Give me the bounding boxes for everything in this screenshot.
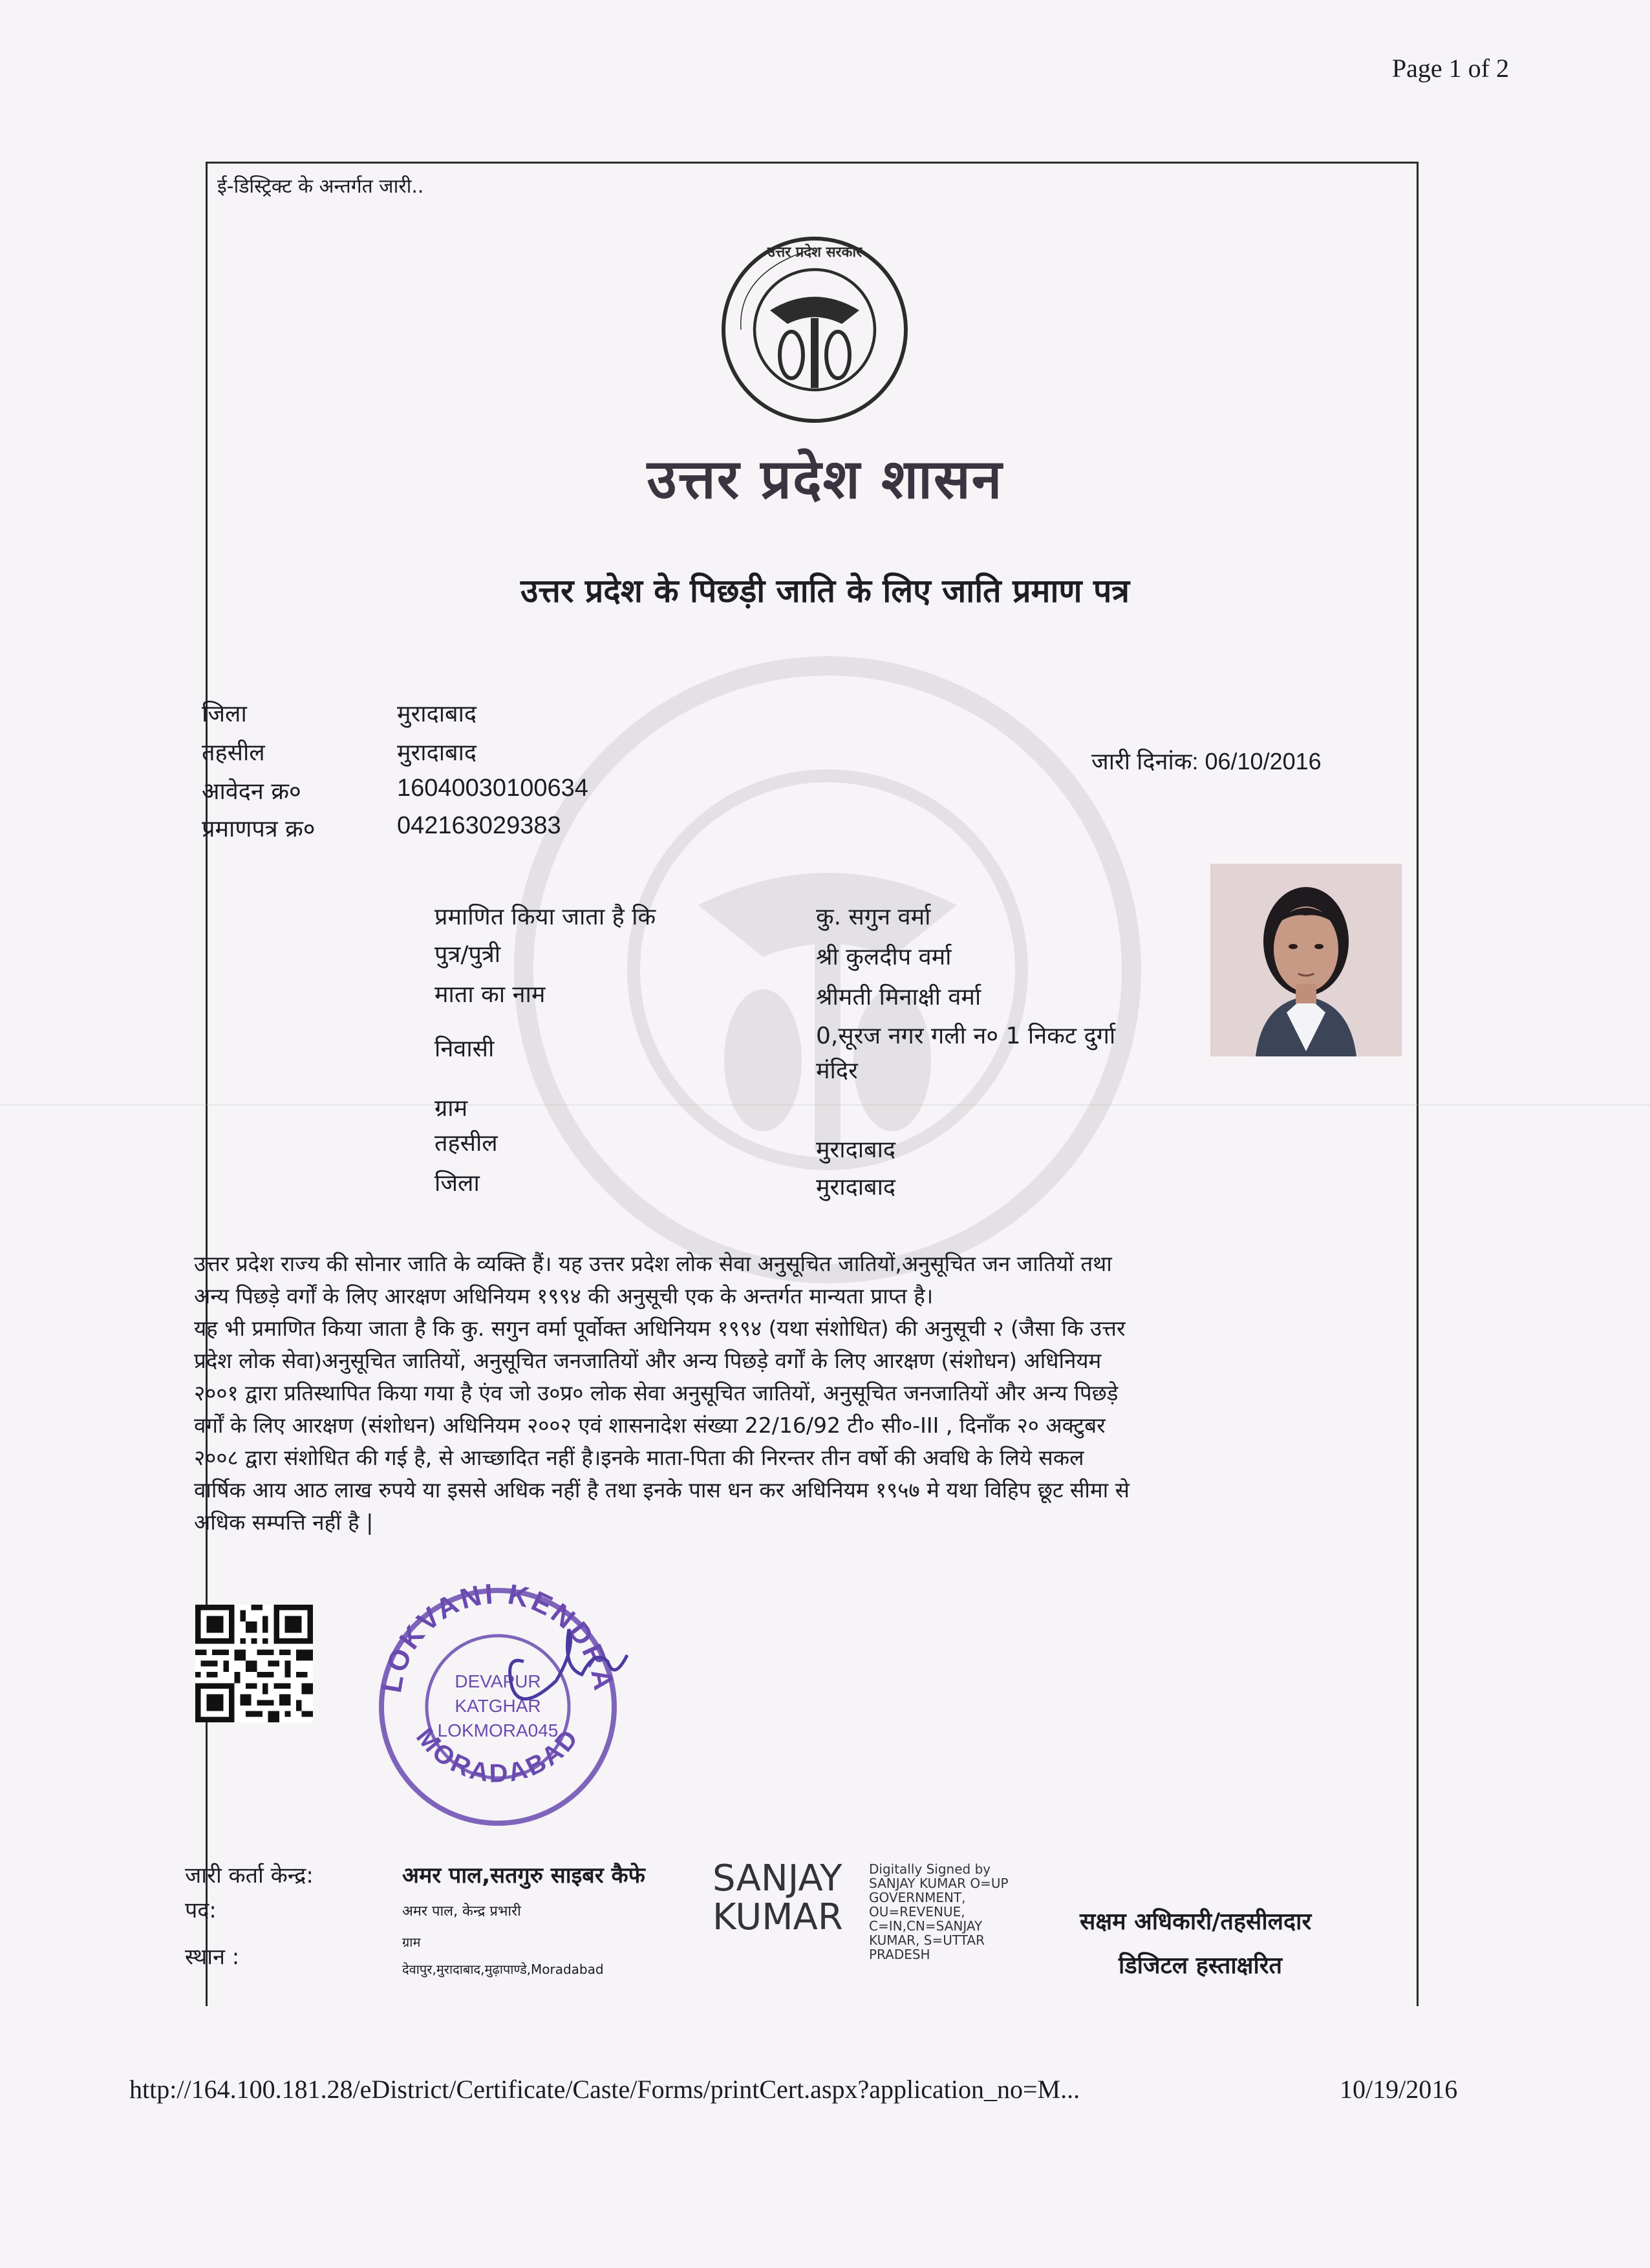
child-of-label: पुत्र/पुत्री <box>434 941 501 968</box>
qr-code-icon <box>195 1605 313 1722</box>
place-label: स्थान : <box>185 1944 240 1970</box>
print-url: http://164.100.181.28/eDistrict/Certificate/Caste/Forms/printCert.aspx?application_no=M... <box>129 2075 1080 2104</box>
applicant-photo <box>1210 864 1402 1056</box>
body-line: उत्तर प्रदेश राज्य की सोनार जाति के व्यक्ति हैं। यह उत्तर प्रदेश लोक सेवा अनुसूचित जातियों,अनुसूचित जन जातियों तथा <box>194 1251 1112 1276</box>
issuer-label: जारी कर्ता केन्द्र: <box>185 1863 314 1888</box>
resident-label: निवासी <box>434 1036 495 1062</box>
person-tehsil-value: मुरादाबाद <box>816 1137 896 1163</box>
body-line: २००८ द्वारा संशोधित की गई है, से आच्छादित नहीं है।इनके माता-पिता की निरन्तर तीन वर्षो की अवधि के लिये सकल <box>194 1445 1084 1470</box>
district-value: मुरादाबाद <box>397 701 477 727</box>
stamp-ring-text: LOKVANI KENDRA <box>376 1578 621 1695</box>
body-line: वार्षिक आय आठ लाख रुपये या इससे अधिक नहीं है तथा इनके पास धन कर अधिनियम १९५७ मे यथा विहिप छूट सीमा से <box>194 1477 1130 1503</box>
stamp-line3: LOKMORA045 <box>437 1720 559 1740</box>
digital-sig-line: Digitally Signed by <box>869 1861 991 1877</box>
emblem-text: उत्तर प्रदेश सरकार <box>767 244 862 261</box>
print-date: 10/19/2016 <box>1340 2075 1458 2104</box>
lokvani-stamp <box>362 1552 634 1836</box>
up-govt-emblem-icon <box>718 233 912 427</box>
body-line: प्रदेश लोक सेवा)अनुसूचित जातियों, अनुसूचित जनजातियों और अन्य पिछड़े वर्गों के लिए आरक्षण (संशोधन) अधिनियम <box>194 1348 1102 1373</box>
issue-date: जारी दिनांक: 06/10/2016 <box>1091 748 1322 775</box>
tehsil-value: मुरादाबाद <box>397 740 477 766</box>
body-line: यह भी प्रमाणित किया जाता है कि कु. सगुन वर्मा पूर्वोक्त अधिनियम १९९४ (यथा संशोधित) की अनुसूची २ (जैसा कि उत्तर <box>194 1316 1126 1341</box>
place-value: देवापुर,मुरादाबाद,मुढ़ापाण्डे,Moradabad <box>402 1962 604 1977</box>
certified-label: प्रमाणित किया जाता है कि <box>434 904 656 930</box>
district-label: जिला <box>202 701 247 727</box>
application-number: 16040030100634 <box>397 775 588 802</box>
certificate-title: उत्तर प्रदेश के पिछड़ी जाति के लिए जाति प्रमाण पत्र <box>520 572 1130 610</box>
mother-name: श्रीमती मिनाक्षी वर्मा <box>816 984 981 1011</box>
resident-address-line2: मंदिर <box>816 1058 858 1084</box>
digital-sig-line: C=IN,CN=SANJAY <box>869 1918 983 1934</box>
resident-address-line1: 0,सूरज नगर गली न० 1 निकट दुर्गा <box>816 1023 1116 1049</box>
person-tehsil-label: तहसील <box>434 1130 498 1157</box>
application-label: आवेदन क्र० <box>202 778 301 805</box>
certificate-label: प्रमाणपत्र क्र० <box>202 816 316 842</box>
government-heading: उत्तर प्रदेश शासन <box>647 447 1003 511</box>
fold-line <box>0 1104 1650 1106</box>
digitally-signed-label: डिजिटल हस्ताक्षरित <box>1119 1952 1283 1979</box>
signer-first-name: SANJAY <box>712 1857 842 1899</box>
certificate-number: 042163029383 <box>397 812 561 839</box>
digital-sig-line: OU=REVENUE, <box>869 1904 965 1920</box>
person-district-label: जिला <box>434 1170 480 1197</box>
body-line: वर्गों के लिए आरक्षण (संशोधन) अधिनियम २००२ एवं शासनादेश संख्या 22/16/92 टी० सी०-III , दिनाँक २० अक्टुबर <box>194 1413 1106 1438</box>
body-line: २००१ द्वारा प्रतिस्थापित किया गया है एंव जो उ०प्र० लोक सेवा अनुसूचित जातियों, अनुसूचित जनजातियों और अन्य पिछड़े <box>194 1380 1119 1406</box>
page-number: Page 1 of 2 <box>1391 54 1509 83</box>
signer-name <box>712 1859 843 1937</box>
tehsil-label: तहसील <box>202 740 265 766</box>
certified-name: कु. सगुन वर्मा <box>816 904 931 930</box>
digital-sig-line: PRADESH <box>869 1947 930 1962</box>
digital-signature-block <box>869 1862 1009 1962</box>
body-line: अधिक सम्पत्ति नहीं है | <box>194 1510 374 1535</box>
digital-sig-line: KUMAR, S=UTTAR <box>869 1932 985 1948</box>
post-value: अमर पाल, केन्द्र प्रभारी <box>402 1903 521 1920</box>
edistrict-note: ई-डिस्ट्रिक्ट के अन्तर्गत जारी.. <box>217 175 424 198</box>
village-label: ग्राम <box>434 1095 468 1122</box>
signer-last-name: KUMAR <box>712 1896 843 1938</box>
father-name: श्री कुलदीप वर्मा <box>816 944 952 970</box>
digital-sig-line: SANJAY KUMAR O=UP <box>869 1876 1009 1891</box>
post-label: पद: <box>185 1898 217 1923</box>
issuer-value: अमर पाल,सतगुरु साइबर कैफे <box>402 1863 645 1888</box>
competent-authority: सक्षम अधिकारी/तहसीलदार <box>1080 1909 1312 1935</box>
village-small-label: ग्राम <box>402 1934 421 1950</box>
stamp-line1: DEVAPUR <box>455 1671 541 1691</box>
stamp-line2: KATGHAR <box>455 1696 541 1716</box>
digital-sig-line: GOVERNMENT, <box>869 1890 966 1905</box>
certificate-body <box>194 1248 1397 1539</box>
person-district-value: मुरादाबाद <box>816 1174 896 1201</box>
stamp-bottom-text: MORADABAD <box>411 1722 585 1788</box>
mother-label: माता का नाम <box>434 981 546 1008</box>
body-line: अन्य पिछड़े वर्गों के लिए आरक्षण अधिनियम १९९४ की अनुसूची एक के अन्तर्गत मान्यता प्राप्त है। <box>194 1283 934 1309</box>
